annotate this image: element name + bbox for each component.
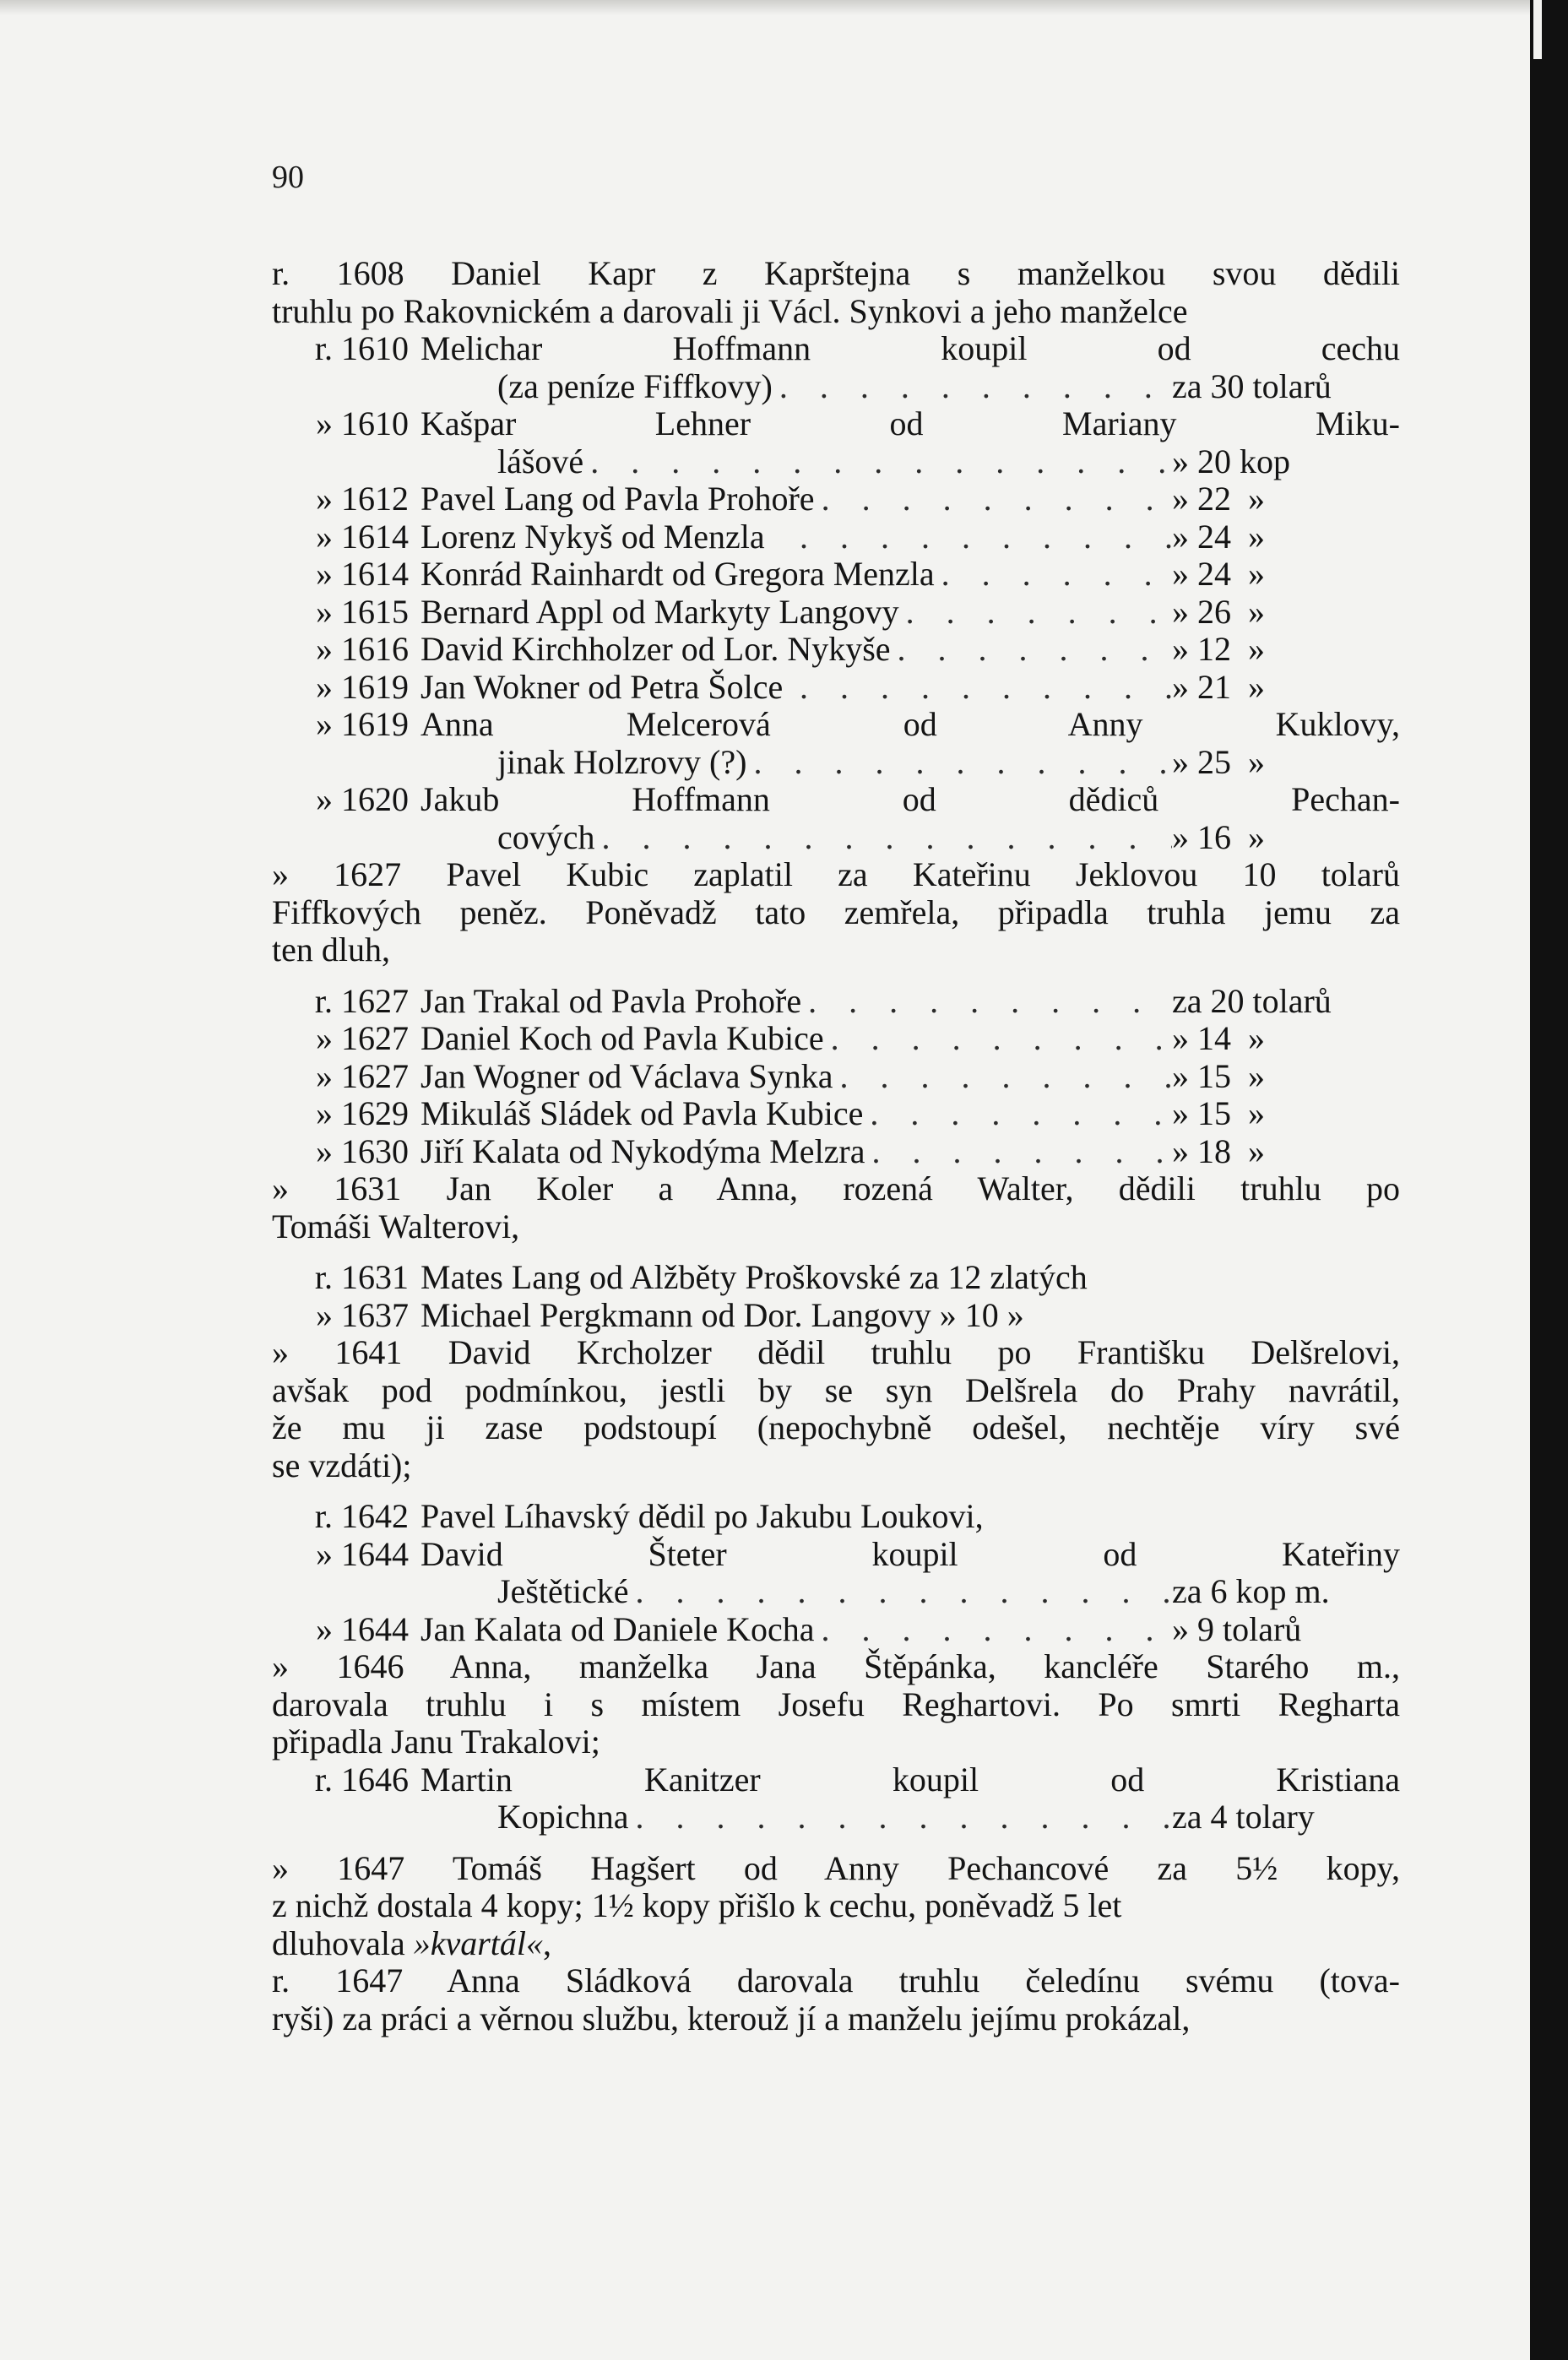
entry-text: Konrád Rainhardt od Gregora Menzla	[420, 555, 935, 593]
entry-text-cont: jinak Holzrovy (?)	[497, 742, 747, 781]
leader-dots	[629, 1573, 1173, 1611]
text-run: ,	[543, 1923, 552, 1962]
entry-year: » 1627	[316, 1019, 409, 1057]
entry-text-cont: cových	[497, 817, 595, 856]
entry-continuation	[272, 744, 1400, 782]
entry-year: » 1610	[316, 404, 409, 442]
entry-row	[272, 1761, 1400, 1799]
entry-row	[272, 1095, 1400, 1133]
paragraph-1608-line: r. 1608 Daniel Kapr z Kaprštejna s manželkou svou dědili	[272, 254, 1400, 292]
leader-dots	[746, 744, 1172, 782]
entry-year: r. 1631	[314, 1258, 409, 1296]
entry-year: r. 1642	[314, 1497, 409, 1535]
entry-continuation	[272, 368, 1400, 406]
paragraph-1641-line: avšak pod podmínkou, jestli by se syn Delšrela do Prahy navrátil,	[272, 1370, 1400, 1409]
entry-row	[272, 556, 1400, 594]
entry-row	[272, 1020, 1400, 1058]
entry-text-cont: Ještětické	[497, 1572, 629, 1610]
text-run: dluhovala	[272, 1923, 414, 1962]
leader-dots	[629, 1798, 1172, 1836]
entry-text: Jiří Kalata od Nykodýma Melzra	[420, 1131, 865, 1170]
entry-text: Mates Lang od Alžběty Proškovské za 12 zlatých	[420, 1258, 1088, 1296]
entry-row	[272, 1259, 1400, 1297]
entry-year: » 1619	[316, 705, 409, 743]
entry-row	[272, 781, 1400, 819]
entry-text-cont: Kopichna	[497, 1798, 629, 1836]
leader-dots	[833, 1058, 1172, 1096]
entry-year: » 1616	[316, 630, 409, 668]
entry-amount: » 20 kop	[1172, 442, 1290, 480]
entry-year: » 1630	[316, 1131, 409, 1170]
entry-amount: » 16 »	[1172, 817, 1265, 856]
entry-row	[272, 706, 1400, 744]
entry-text: Anna Melcerová od Anny Kuklovy,	[420, 705, 1400, 743]
scan-edge	[1530, 0, 1568, 2360]
entry-text: Michael Pergkmann od Dor. Langovy » 10 »	[420, 1295, 1024, 1334]
entry-row	[272, 330, 1400, 368]
entry-text: Melichar Hoffmann koupil od cechu	[420, 329, 1400, 367]
entry-text: Pavel Lang od Pavla Prohoře	[420, 480, 815, 518]
entry-row	[272, 669, 1400, 707]
entry-amount: » 15 »	[1172, 1094, 1265, 1132]
entry-amount: » 18 »	[1172, 1131, 1265, 1170]
paragraph-1647a-line: » 1647 Tomáš Hagšert od Anny Pechancové za 5½ kopy,	[272, 1848, 1400, 1887]
entry-amount: za 30 tolarů	[1172, 366, 1332, 405]
entry-amount: » 24 »	[1172, 517, 1265, 556]
entry-continuation	[272, 1573, 1400, 1611]
entry-row	[272, 1133, 1400, 1171]
entry-year: » 1644	[316, 1534, 409, 1573]
leader-dots	[773, 368, 1172, 406]
entry-amount: za 4 tolary	[1172, 1798, 1315, 1836]
entry-text: Jan Kalata od Daniele Kocha	[420, 1609, 815, 1648]
entry-amount: » 25 »	[1172, 742, 1265, 781]
entry-year: » 1614	[316, 555, 409, 593]
entry-year: » 1614	[316, 517, 409, 556]
paragraph-1641-line: » 1641 David Krcholzer dědil truhlu po Františku Delšrelovi,	[272, 1333, 1400, 1371]
leader-dots	[899, 594, 1172, 632]
entry-text-cont: lášové	[497, 442, 584, 480]
entry-year: » 1637	[316, 1295, 409, 1334]
page-number: 90	[272, 160, 304, 195]
entry-amount: » 21 »	[1172, 667, 1265, 706]
entry-text: Pavel Líhavský dědil po Jakubu Loukovi,	[420, 1497, 984, 1535]
entry-row	[272, 1611, 1400, 1649]
entry-continuation	[272, 443, 1400, 481]
entry-amount: za 20 tolarů	[1172, 981, 1332, 1020]
paragraph-1627-line: ten dluh,	[272, 930, 390, 968]
paragraph-1646-line: připadla Janu Trakalovi;	[272, 1723, 600, 1761]
entry-row	[272, 631, 1400, 669]
entry-year: » 1612	[316, 480, 409, 518]
entry-year: » 1615	[316, 592, 409, 631]
entry-text: Bernard Appl od Markyty Langovy	[420, 592, 899, 631]
entry-year: » 1627	[316, 1056, 409, 1095]
entry-row	[272, 1536, 1400, 1574]
paragraph-1631-line: Tomáši Walterovi,	[272, 1207, 520, 1245]
entry-row	[272, 1297, 1400, 1335]
entry-year: r. 1627	[314, 981, 409, 1020]
entry-continuation	[272, 819, 1400, 857]
entry-text: Kašpar Lehner od Mariany Miku-	[420, 404, 1400, 442]
paragraph-1608-line: truhlu po Rakovnickém a darovali ji Václ. Synkovi a jeho manželce	[272, 291, 1188, 330]
entry-amount: » 15 »	[1172, 1056, 1265, 1095]
entry-amount: » 9 tolarů	[1172, 1609, 1302, 1648]
entry-row	[272, 405, 1400, 443]
entry-row	[272, 1058, 1400, 1096]
entry-text: David Šteter koupil od Kateřiny	[420, 1534, 1400, 1573]
entry-amount: » 12 »	[1172, 630, 1265, 668]
leader-dots	[814, 1611, 1172, 1649]
leader-dots	[583, 443, 1172, 481]
entry-text: Martin Kanitzer koupil od Kristiana	[420, 1760, 1400, 1798]
leader-dots	[793, 518, 1172, 556]
paragraph-1641-line: že mu ji zase podstoupí (nepochybně odešel, nechtěje víry své	[272, 1408, 1400, 1446]
entry-text: David Kirchholzer od Lor. Nykyše	[420, 630, 891, 668]
paragraph-1647a-line: z nichž dostala 4 kopy; 1½ kopy přišlo k cechu, poněvadž 5 let	[272, 1886, 1122, 1924]
entry-text: Mikuláš Sládek od Pavla Kubice	[420, 1094, 864, 1132]
paragraph-1627-line: Fiffkových peněz. Poněvadž tato zemřela, připadla truhla jemu za	[272, 892, 1400, 931]
italic-term: »kvartál«	[413, 1923, 544, 1962]
entry-amount: » 14 »	[1172, 1019, 1265, 1057]
entry-year: » 1619	[316, 667, 409, 706]
leader-dots	[824, 1020, 1172, 1058]
entry-year: » 1644	[316, 1609, 409, 1648]
leader-dots	[595, 819, 1172, 857]
page-text	[272, 255, 1400, 2037]
paragraph-1641-line: se vzdáti);	[272, 1446, 412, 1484]
paragraph-1646-line: darovala truhlu i s místem Josefu Reghartovi. Po smrti Regharta	[272, 1685, 1400, 1723]
entry-amount: » 24 »	[1172, 555, 1265, 593]
entry-text-cont: (za peníze Fiffkovy)	[497, 366, 773, 405]
leader-dots	[935, 556, 1172, 594]
entry-text: Jan Wokner od Petra Šolce	[420, 667, 784, 706]
entry-year: r. 1610	[314, 329, 409, 367]
leader-dots	[801, 983, 1172, 1021]
leader-dots	[891, 631, 1172, 669]
paragraph-1647b-line: r. 1647 Anna Sládková darovala truhlu čeledínu svému (tova-	[272, 1961, 1400, 1999]
paragraph-1627-line: » 1627 Pavel Kubic zaplatil za Kateřinu Jeklovou 10 tolarů	[272, 855, 1400, 893]
entry-text: Lorenz Nykyš od Menzla	[420, 517, 765, 556]
entry-year: » 1629	[316, 1094, 409, 1132]
entry-row	[272, 480, 1400, 518]
entry-text: Jan Trakal od Pavla Prohoře	[420, 981, 802, 1020]
entry-row	[272, 594, 1400, 632]
paragraph-1647b-line: ryši) za práci a věrnou službu, kterouž jí a manželu jejímu prokázal,	[272, 1999, 1191, 2037]
leader-dots	[815, 480, 1172, 518]
paragraph-1631-line: » 1631 Jan Koler a Anna, rozená Walter, dědili truhlu po	[272, 1169, 1400, 1207]
entry-year: » 1620	[316, 780, 409, 818]
entry-amount: za 6 kop m.	[1172, 1572, 1330, 1610]
paragraph-1646-line: » 1646 Anna, manželka Jana Štěpánka, kancléře Starého m.,	[272, 1647, 1400, 1685]
entry-year: r. 1646	[314, 1760, 409, 1798]
entry-text: Jakub Hoffmann od dědiců Pechan-	[420, 780, 1400, 818]
leader-dots	[865, 1133, 1172, 1171]
entry-row	[272, 1498, 1400, 1536]
entry-text: Daniel Koch od Pavla Kubice	[420, 1019, 824, 1057]
entry-text: Jan Wogner od Václava Synka	[420, 1056, 833, 1095]
leader-dots	[863, 1095, 1172, 1133]
entry-continuation	[272, 1798, 1400, 1836]
entry-amount: » 22 »	[1172, 480, 1265, 518]
leader-dots	[793, 669, 1172, 707]
entry-row	[272, 518, 1400, 556]
entry-amount: » 26 »	[1172, 592, 1265, 631]
entry-row	[272, 983, 1400, 1021]
paragraph-1647a-line	[272, 1925, 1400, 1963]
